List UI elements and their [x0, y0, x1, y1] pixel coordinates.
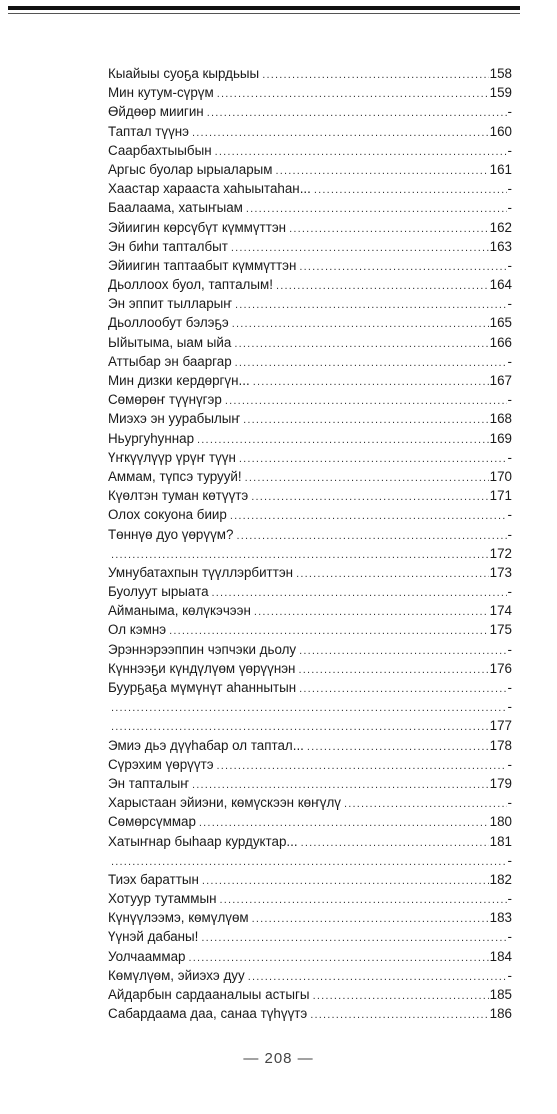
toc-entry-title: Саарбахтыыбын [108, 142, 212, 158]
toc-dot-leader [236, 527, 506, 546]
toc-entry-title: Эрэннэрээппин чэпчэки дьолу [108, 641, 297, 657]
toc-entry [108, 908, 512, 927]
toc-entry [108, 371, 512, 390]
toc-entry-title: Хаастар харааста хаһыытаһан... [108, 181, 311, 197]
toc-entry [108, 448, 512, 467]
toc-dot-leader [262, 66, 488, 85]
toc-entry [108, 505, 512, 524]
toc-entry-page: 185 [489, 987, 512, 1002]
toc-entry-page: - [507, 891, 512, 907]
toc-entry-page: 186 [489, 1006, 512, 1022]
toc-dot-leader [299, 258, 506, 277]
toc-entry-title: Өйдөөр миигин [108, 104, 204, 120]
toc-entry-page: 172 [489, 545, 512, 561]
toc-entry [108, 640, 512, 659]
toc-entry [108, 429, 512, 448]
toc-entry-page: - [507, 142, 512, 158]
toc-dot-leader [313, 987, 489, 1006]
toc-dot-leader [192, 124, 489, 143]
toc-entry-title: Ол кэмнэ [108, 622, 167, 638]
toc-dot-leader [299, 642, 506, 661]
toc-entry [108, 83, 512, 102]
toc-dot-leader [296, 565, 489, 584]
toc-entry-page: - [507, 680, 512, 695]
toc-dot-leader [253, 373, 489, 392]
toc-entry [108, 985, 512, 1004]
toc-entry-page: 184 [489, 948, 512, 964]
toc-entry-title: Умнубатахпын түүллэрбиттэн [108, 564, 294, 580]
toc-entry-page: - [507, 967, 512, 983]
toc-entry-title: Эйиигин көрсүбүт күммүттэн [108, 219, 287, 235]
toc-entry-title: Ньургуһуннар [108, 430, 195, 446]
toc-entry [108, 525, 512, 544]
toc-entry-title: Эн тапталыҥ [108, 775, 189, 791]
page-number: — 208 — [243, 1050, 314, 1067]
toc-entry-page: 158 [489, 66, 512, 81]
toc-entry-page: - [507, 353, 512, 369]
toc-entry-title: Уолчааммар [108, 948, 186, 964]
toc-dot-leader [298, 661, 488, 680]
toc-entry-title: Күнүүлээмэ, көмүлүөм [108, 910, 249, 926]
toc-entry-title: Сабардаама даа, санаа түһүүтэ [108, 1006, 308, 1022]
toc-entry-page: 159 [489, 85, 512, 101]
toc-entry-title: Күннээҕи күндүлүөм үөрүүнэн [108, 660, 296, 676]
toc-entry [108, 678, 512, 697]
toc-entry [108, 774, 512, 793]
toc-entry [108, 659, 512, 678]
toc-entry [108, 544, 512, 563]
toc-dot-leader [307, 738, 489, 757]
toc-dot-leader [197, 431, 489, 450]
toc-entry [108, 237, 512, 256]
toc-entry-title: Дьоллоох буол, тапталым! [108, 277, 273, 293]
toc-entry-page: 183 [489, 910, 512, 926]
toc-entry [108, 755, 512, 774]
toc-dot-leader [251, 488, 488, 507]
toc-entry-page: 173 [489, 564, 512, 580]
toc-entry [108, 275, 512, 294]
toc-entry [108, 832, 512, 851]
toc-entry-page: 169 [489, 430, 512, 446]
toc-entry-page: - [507, 181, 512, 197]
toc-dot-leader [252, 910, 489, 929]
toc-dot-leader [201, 929, 506, 948]
toc-dot-leader [239, 450, 507, 469]
toc-entry [108, 352, 512, 371]
toc-entry-page: 168 [489, 411, 512, 427]
toc-entry-title: Буурҕаҕа мүмүнүт аһаннытын [108, 680, 297, 695]
toc-entry-page: - [507, 200, 512, 216]
toc-entry-page: - [507, 507, 512, 523]
toc-dot-leader [219, 891, 506, 910]
toc-entry-title: Аттыбар эн бааргар [108, 353, 232, 369]
toc-entry-page: - [507, 257, 512, 273]
toc-entry-page: - [507, 449, 512, 465]
toc-dot-leader [111, 699, 507, 718]
toc-entry-page: 179 [489, 775, 512, 791]
toc-entry [108, 620, 512, 639]
toc-dot-leader [234, 335, 488, 354]
toc-entry [108, 141, 512, 160]
toc-entry-title: Төннүө дуо үөрүүм? [108, 526, 234, 542]
toc-dot-leader [225, 392, 507, 411]
toc-entry-page: - [507, 852, 512, 868]
toc-entry-page: 175 [489, 622, 512, 638]
toc-entry-page: 166 [489, 334, 512, 350]
toc-dot-leader [217, 757, 507, 776]
toc-entry [108, 409, 512, 428]
toc-entry [108, 486, 512, 505]
toc-entry-page: - [507, 296, 512, 312]
toc-dot-leader [235, 296, 507, 315]
top-rule-thin [8, 13, 520, 14]
toc-entry-page: 181 [489, 833, 512, 849]
toc-entry [108, 313, 512, 332]
toc-entry-title: Миэхэ эн уурабылыҥ [108, 411, 241, 427]
toc-entry [108, 889, 512, 908]
toc-entry-title: Аммам, түпсэ турууй! [108, 468, 242, 484]
toc-dot-leader [299, 680, 506, 699]
toc-dot-leader [276, 277, 489, 296]
toc-entry [108, 294, 512, 313]
toc-dot-leader [314, 181, 507, 200]
toc-entry-page: 177 [489, 718, 512, 734]
toc-entry [108, 736, 512, 755]
toc-dot-leader [202, 872, 489, 891]
toc-entry-page: - [507, 526, 512, 542]
toc-entry [108, 793, 512, 812]
toc-entry-title: Олох сокуона бииp [108, 507, 227, 523]
toc-entry-page: 164 [489, 277, 512, 293]
toc-entry-title: Күөлтэн туман көтүүтэ [108, 488, 249, 504]
toc-dot-leader [232, 315, 489, 334]
toc-dot-leader [254, 603, 489, 622]
toc-entry-title: Айдарбын сардааналыы астыгы [108, 987, 310, 1002]
toc-entry [108, 601, 512, 620]
toc-entry-title: Эмиэ дьэ дүүһабар ол таптал... [108, 737, 304, 753]
toc-entry-title: Сөмөрөҥ түүнүгэр [108, 392, 222, 408]
toc-entry-title: Буолуут ырыата [108, 584, 209, 600]
toc-entry-page: 176 [489, 660, 512, 676]
toc-entry-page: - [507, 756, 512, 772]
toc-entry-title: Аргыс буолар ырыаларым [108, 161, 273, 177]
toc-entry [108, 467, 512, 486]
toc-entry-title: Сүрэхим үөрүүтэ [108, 756, 214, 772]
toc-entry [108, 851, 512, 870]
toc-entry-page: - [507, 795, 512, 811]
toc-entry-title: Мин дизки кердөргүн... [108, 373, 250, 388]
toc-entry [108, 179, 512, 198]
toc-entry-title: Айманыма, көлүкэчээн [108, 603, 251, 619]
toc-entry-page: - [507, 584, 512, 600]
top-rule [8, 6, 520, 10]
toc-entry-page: 161 [489, 161, 512, 177]
toc-entry-page: - [507, 104, 512, 120]
toc-entry-page: 180 [489, 814, 512, 830]
toc-entry-title: Мин кутум-сүрүм [108, 85, 214, 101]
toc-entry-page: - [507, 641, 512, 657]
toc-dot-leader [245, 469, 489, 488]
toc-entry [108, 1004, 512, 1023]
toc-entry-title: Үҥкүүлүүр үрүҥ түүн [108, 449, 236, 465]
toc-entry-title: Харыстаан эйиэни, көмүскээн көҥүлү [108, 795, 341, 811]
toc-entry [108, 160, 512, 179]
toc-entry-title: Ыйытыма, ыам ыйа [108, 334, 232, 350]
toc-dot-leader [301, 834, 489, 853]
toc-entry-page: 178 [489, 737, 512, 753]
toc-entry [108, 927, 512, 946]
toc-entry [108, 812, 512, 831]
toc-entry-page: - [507, 699, 512, 715]
toc-dot-leader [207, 104, 507, 123]
toc-entry [108, 716, 512, 735]
toc-entry [108, 390, 512, 409]
toc-dot-leader [212, 584, 507, 603]
toc-entry-title: Хотуур тутаммын [108, 891, 217, 907]
toc-entry-title: Эйиигин таптаабыт күммүттэн [108, 257, 297, 273]
toc-dot-leader [310, 1006, 488, 1025]
toc-entry-page: 162 [489, 219, 512, 235]
toc-entry-title: Таптал түүнэ [108, 123, 189, 139]
toc-entry-page: - [507, 929, 512, 945]
toc-entry-title: Кыайыы суоҕа кырдьыы [108, 66, 260, 81]
toc-entry [108, 102, 512, 121]
toc-entry [108, 697, 512, 716]
table-of-contents [108, 64, 512, 1023]
toc-entry [108, 947, 512, 966]
toc-entry-page: 174 [489, 603, 512, 619]
toc-entry-page: 171 [489, 488, 512, 504]
toc-entry-title: Эн эппит тылларыҥ [108, 296, 232, 312]
toc-dot-leader [344, 795, 507, 814]
toc-entry-page: 170 [489, 468, 512, 484]
toc-entry [108, 563, 512, 582]
toc-entry-title: Баалаама, хатыҥыам [108, 200, 243, 216]
toc-entry-title: Хатыҥнар быһаар курдуктар... [108, 833, 298, 849]
toc-entry-page: 165 [489, 315, 512, 331]
toc-entry [108, 122, 512, 141]
toc-entry [108, 870, 512, 889]
toc-entry-title: Көмүлүөм, эйиэхэ дуу [108, 967, 245, 983]
toc-entry [108, 256, 512, 275]
toc-entry-title: Эн биһи тапталбыт [108, 238, 228, 254]
toc-dot-leader [235, 354, 507, 373]
toc-dot-leader [217, 85, 489, 104]
toc-entry-page: 160 [489, 123, 512, 139]
toc-entry [108, 198, 512, 217]
toc-entry-page: - [507, 392, 512, 408]
toc-dot-leader [289, 220, 489, 239]
toc-entry [108, 582, 512, 601]
toc-entry-page: 163 [489, 238, 512, 254]
toc-entry-page: 167 [489, 373, 512, 388]
toc-entry-title: Үүнэй дабаны! [108, 929, 199, 945]
toc-entry [108, 333, 512, 352]
toc-entry-title: Сөмөрсүммар [108, 814, 196, 830]
toc-entry-title: Тиэх бараттын [108, 871, 199, 887]
toc-entry [108, 966, 512, 985]
toc-entry [108, 218, 512, 237]
toc-entry-title: Дьоллообут бэлэҕэ [108, 315, 229, 331]
toc-entry [108, 64, 512, 83]
toc-dot-leader [243, 411, 489, 430]
toc-entry-page: 182 [489, 871, 512, 887]
toc-dot-leader [230, 507, 507, 526]
